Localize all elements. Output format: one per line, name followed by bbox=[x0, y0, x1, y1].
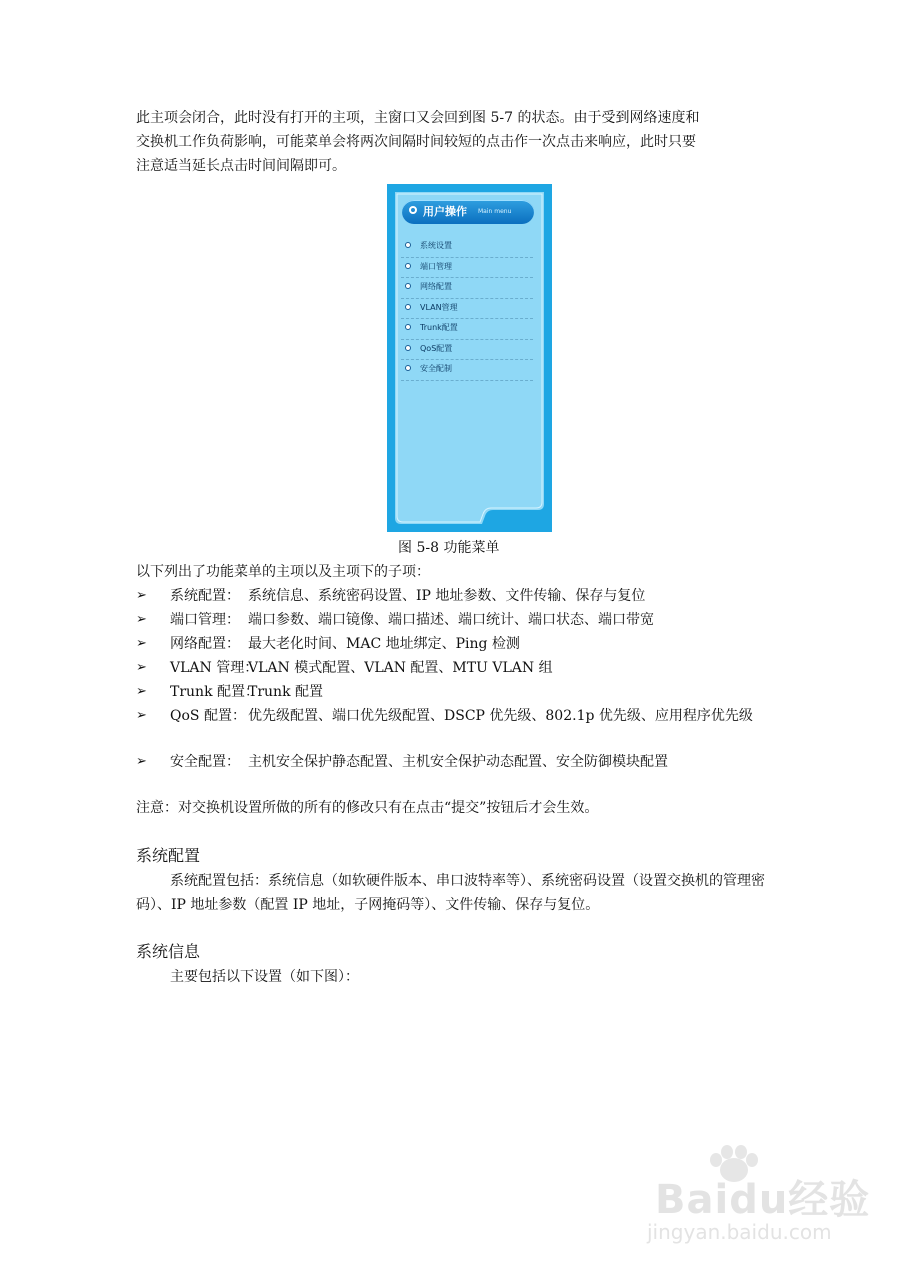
circle-bullet-icon bbox=[405, 263, 411, 269]
list-item-name: 网络配置： bbox=[170, 636, 240, 652]
menu-item-network-config[interactable] bbox=[401, 278, 533, 299]
list-item-name: VLAN 管理： bbox=[170, 660, 259, 676]
intro-paragraph bbox=[136, 106, 776, 178]
menu-item-system-settings[interactable] bbox=[401, 237, 533, 258]
menu-item-qos-config[interactable] bbox=[401, 340, 533, 361]
list-item-desc: 优先级配置、端口优先级配置、DSCP 优先级、802.1p 优先级、应用程序优先级 bbox=[248, 708, 753, 724]
watermark-brand: Baidu经验 bbox=[655, 1177, 871, 1223]
section-heading: 系统配置 bbox=[136, 846, 201, 865]
note-text: 注意：对交换机设置所做的所有的修改只有在点击“提交”按钮后才会生效。 bbox=[136, 800, 599, 816]
menu-item-label: QoS配置 bbox=[420, 343, 453, 353]
arrow-bullet-icon: ➢ bbox=[136, 684, 147, 699]
arrow-bullet-icon: ➢ bbox=[136, 588, 147, 603]
list-item-desc: Trunk 配置 bbox=[248, 684, 323, 700]
arrow-bullet-icon: ➢ bbox=[136, 636, 147, 651]
menu-item-security-config[interactable] bbox=[401, 360, 533, 381]
figure-caption: 图 5-8 功能菜单 bbox=[398, 540, 500, 556]
menu-item-port-management[interactable] bbox=[401, 258, 533, 279]
list-intro: 以下列出了功能菜单的主项以及主项下的子项： bbox=[136, 564, 430, 580]
circle-bullet-icon bbox=[405, 242, 411, 248]
circle-bullet-icon bbox=[405, 304, 411, 310]
list-item-desc: 系统信息、系统密码设置、IP 地址参数、文件传输、保存与复位 bbox=[248, 588, 646, 604]
circle-bullet-icon bbox=[409, 206, 417, 214]
list-item-name: 端口管理： bbox=[170, 612, 240, 628]
list-item-name: 安全配置： bbox=[170, 754, 240, 770]
menu-item-label: 端口管理 bbox=[420, 261, 452, 271]
menu-header[interactable] bbox=[402, 200, 534, 224]
intro-line: 此主项会闭合，此时没有打开的主项，主窗口又会回到图 5-7 的状态。由于受到网络速度和 bbox=[136, 110, 700, 126]
menu-header-title: 用户操作 bbox=[423, 205, 467, 218]
menu-header-subtitle: Main menu bbox=[478, 208, 512, 215]
function-menu-figure bbox=[387, 184, 552, 532]
circle-bullet-icon bbox=[405, 365, 411, 371]
intro-line: 注意适当延长点击时间间隔即可。 bbox=[136, 158, 346, 174]
circle-bullet-icon bbox=[405, 324, 411, 330]
menu-item-label: 安全配制 bbox=[420, 364, 452, 373]
list-item-desc: VLAN 模式配置、VLAN 配置、MTU VLAN 组 bbox=[248, 660, 553, 676]
list-item-desc: 最大老化时间、MAC 地址绑定、Ping 检测 bbox=[248, 636, 520, 652]
list-item-desc: 主机安全保护静态配置、主机安全保护动态配置、安全防御模块配置 bbox=[248, 754, 668, 770]
section-body: 系统配置包括：系统信息（如软硬件版本、串口波特率等）、系统密码设置（设置交换机的管理密码）、IP 地址参数（配置 IP 地址，子网掩码等）、文件传输、保存与复位。 bbox=[136, 873, 765, 913]
menu-item-trunk-config[interactable] bbox=[401, 319, 533, 340]
circle-bullet-icon bbox=[405, 345, 411, 351]
watermark-url: jingyan.baidu.com bbox=[647, 1220, 832, 1244]
arrow-bullet-icon: ➢ bbox=[136, 708, 147, 723]
menu-list bbox=[401, 237, 533, 381]
list-item-name: Trunk 配置： bbox=[170, 684, 259, 700]
circle-bullet-icon bbox=[405, 283, 411, 289]
section-body: 主要包括以下设置（如下图）： bbox=[170, 969, 359, 985]
menu-item-label: 系统设置 bbox=[420, 241, 452, 250]
section-heading: 系统信息 bbox=[136, 942, 201, 961]
menu-item-vlan-management[interactable] bbox=[401, 299, 533, 320]
list-item-desc: 端口参数、端口镜像、端口描述、端口统计、端口状态、端口带宽 bbox=[248, 612, 654, 628]
menu-item-label: VLAN管理 bbox=[420, 302, 458, 312]
arrow-bullet-icon: ➢ bbox=[136, 612, 147, 627]
intro-line: 交换机工作负荷影响，可能菜单会将两次间隔时间较短的点击作一次点击来响应，此时只要 bbox=[136, 134, 696, 150]
menu-item-label: 网络配置 bbox=[420, 282, 452, 291]
list-item-name: QoS 配置： bbox=[170, 708, 246, 724]
arrow-bullet-icon: ➢ bbox=[136, 660, 147, 675]
arrow-bullet-icon: ➢ bbox=[136, 754, 147, 769]
menu-item-label: Trunk配置 bbox=[420, 323, 458, 332]
list-item-name: 系统配置： bbox=[170, 588, 240, 604]
